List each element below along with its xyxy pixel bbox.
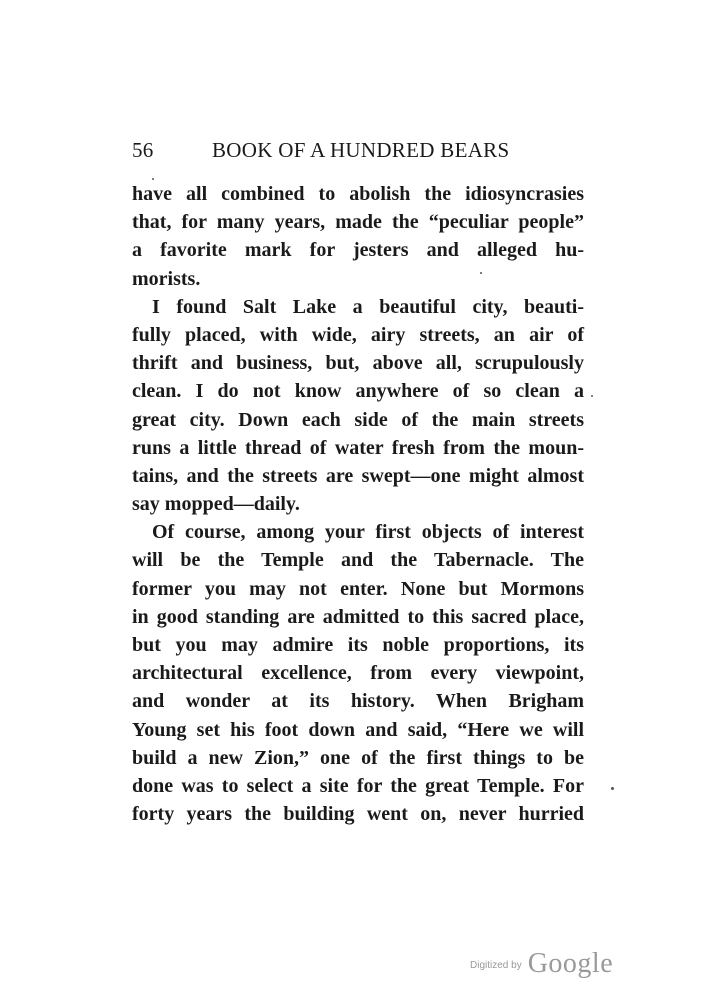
text-line: have all combined to abolish the idiosyncrasies [132,183,584,205]
running-title: BOOK OF A HUNDRED BEARS [212,138,510,162]
text-line: fully placed, with wide, airy streets, an air of [132,323,584,346]
text-line: but you may admire its noble proportions, its [132,634,584,656]
body-text [132,180,584,828]
text-line: clean. I do not know anywhere of so clean a [132,380,584,403]
digitized-watermark [470,948,613,980]
text-line: in good standing are admitted to this sacred place, [132,605,584,628]
text-line: done was to select a site for the great Temple. For [132,774,584,797]
text-line: former you may not enter. None but Mormons [132,577,584,600]
text-line: that, for many years, made the “peculiar people” [132,211,584,234]
text-line: will be the Temple and the Tabernacle. The [132,549,584,572]
scan-speck [591,395,593,397]
text-line: Of course, among your first objects of interest [152,521,584,544]
text-line: morists. [132,267,201,290]
text-line: runs a little thread of water fresh from the moun- [132,436,584,459]
scan-speck [480,272,482,274]
text-line: thrift and business, but, above all, scrupulously [132,352,584,375]
scan-speck [152,178,154,180]
text-line: architectural excellence, from every viewpoint, [132,662,584,685]
text-line: and wonder at its history. When Brigham [132,690,584,713]
text-line: I found Salt Lake a beautiful city, beauti- [152,295,584,318]
text-line: tains, and the streets are swept—one might almost [132,464,584,487]
text-line: a favorite mark for jesters and alleged hu- [132,239,584,262]
text-line: Young set his foot down and said, “Here we will [132,718,584,741]
google-logo: Google [527,948,614,979]
text-line: great city. Down each side of the main streets [132,408,584,431]
watermark-prefix: Digitized by [470,960,522,971]
running-head [132,138,584,168]
page-number: 56 [132,138,154,162]
text-line: say mopped—daily. [132,493,300,516]
scan-speck [611,787,614,790]
text-line: forty years the building went on, never hurried [132,803,584,826]
text-line: build a new Zion,” one of the first things to be [132,746,584,769]
